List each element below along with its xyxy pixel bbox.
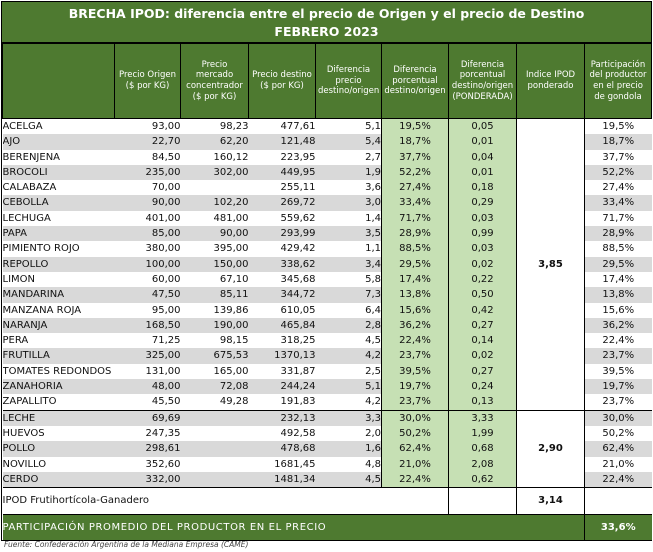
cell-precio-destino: 465,84	[249, 318, 316, 333]
cell-precio-mercado: 675,53	[181, 348, 249, 363]
cell-dif-precio: 3,3	[316, 410, 382, 426]
table-frame	[1, 1, 652, 541]
cell-dif-precio: 4,2	[316, 348, 382, 363]
cell-dif-precio: 5,1	[316, 119, 382, 135]
cell-producto: FRUTILLA	[3, 348, 115, 363]
column-header-2: Precio mercado concentrador ($ por KG)	[181, 44, 249, 119]
cell-dif-porcentual: 29,5%	[382, 257, 449, 272]
cell-precio-mercado	[181, 426, 249, 441]
cell-producto: NOVILLO	[3, 457, 115, 472]
cell-participacion: 17,4%	[585, 272, 652, 287]
cell-participacion: 27,4%	[585, 180, 652, 195]
table-subtitle: FEBRERO 2023	[274, 24, 379, 39]
cell-indice-ipod-merged: 2,90	[517, 410, 585, 487]
cell-dif-porcentual: 71,7%	[382, 211, 449, 226]
cell-precio-origen: 235,00	[115, 165, 181, 180]
cell-participacion: 39,5%	[585, 364, 652, 379]
cell-producto: CALABAZA	[3, 180, 115, 195]
cell-producto: REPOLLO	[3, 257, 115, 272]
cell-precio-destino: 477,61	[249, 119, 316, 135]
cell-participacion: 62,4%	[585, 441, 652, 456]
cell-precio-mercado: 165,00	[181, 364, 249, 379]
cell-participacion: 52,2%	[585, 165, 652, 180]
cell-precio-mercado: 302,00	[181, 165, 249, 180]
table-row	[3, 410, 652, 426]
cell-producto: CERDO	[3, 472, 115, 488]
cell-precio-destino: 1370,13	[249, 348, 316, 363]
cell-precio-mercado: 150,00	[181, 257, 249, 272]
cell-producto: ZAPALLITO	[3, 394, 115, 410]
cell-dif-precio: 2,5	[316, 364, 382, 379]
cell-precio-destino: 331,87	[249, 364, 316, 379]
cell-dif-precio: 3,0	[316, 195, 382, 210]
cell-participacion: 19,5%	[585, 119, 652, 135]
cell-dif-precio: 3,4	[316, 257, 382, 272]
cell-dif-porcentual: 18,7%	[382, 134, 449, 149]
cell-precio-mercado: 102,20	[181, 195, 249, 210]
column-header-8: Participación del productor en el precio de gondola	[585, 44, 652, 119]
cell-dif-ponderada: 0,02	[449, 348, 517, 363]
summary-indice-ipod: 3,14	[517, 488, 585, 515]
cell-precio-destino: 121,48	[249, 134, 316, 149]
cell-dif-precio: 1,4	[316, 211, 382, 226]
cell-participacion: 23,7%	[585, 348, 652, 363]
cell-precio-destino: 429,42	[249, 241, 316, 256]
cell-dif-porcentual: 62,4%	[382, 441, 449, 456]
cell-dif-precio: 5,8	[316, 272, 382, 287]
cell-precio-origen: 71,25	[115, 333, 181, 348]
cell-dif-ponderada: 0,50	[449, 287, 517, 302]
ipod-table	[2, 43, 652, 540]
cell-producto: CEBOLLA	[3, 195, 115, 210]
cell-precio-destino: 244,24	[249, 379, 316, 394]
cell-participacion: 23,7%	[585, 394, 652, 410]
cell-precio-origen: 131,00	[115, 364, 181, 379]
cell-producto: BROCOLI	[3, 165, 115, 180]
cell-participacion: 18,7%	[585, 134, 652, 149]
cell-precio-destino: 1681,45	[249, 457, 316, 472]
cell-dif-precio: 4,2	[316, 394, 382, 410]
cell-producto: LECHE	[3, 410, 115, 426]
cell-precio-mercado: 49,28	[181, 394, 249, 410]
cell-precio-origen: 168,50	[115, 318, 181, 333]
cell-dif-ponderada: 0,22	[449, 272, 517, 287]
cell-producto: LIMON	[3, 272, 115, 287]
footer-row	[3, 515, 652, 541]
cell-precio-mercado: 160,12	[181, 150, 249, 165]
cell-dif-ponderada: 0,01	[449, 134, 517, 149]
cell-precio-origen: 325,00	[115, 348, 181, 363]
cell-participacion: 28,9%	[585, 226, 652, 241]
cell-precio-destino: 1481,34	[249, 472, 316, 488]
cell-producto: NARANJA	[3, 318, 115, 333]
cell-dif-precio: 3,5	[316, 226, 382, 241]
cell-dif-ponderada: 0,68	[449, 441, 517, 456]
cell-dif-precio: 1,6	[316, 441, 382, 456]
cell-dif-ponderada: 0,42	[449, 303, 517, 318]
cell-dif-ponderada: 0,18	[449, 180, 517, 195]
cell-participacion: 37,7%	[585, 150, 652, 165]
cell-participacion: 50,2%	[585, 426, 652, 441]
cell-precio-mercado: 85,11	[181, 287, 249, 302]
cell-dif-porcentual: 28,9%	[382, 226, 449, 241]
cell-dif-ponderada: 0,24	[449, 379, 517, 394]
cell-dif-precio: 7,3	[316, 287, 382, 302]
column-header-4: Diferencia precio destino/origen	[316, 44, 382, 119]
cell-dif-ponderada: 0,05	[449, 119, 517, 135]
cell-dif-porcentual: 36,2%	[382, 318, 449, 333]
cell-precio-mercado	[181, 410, 249, 426]
cell-precio-origen: 22,70	[115, 134, 181, 149]
cell-dif-precio: 2,8	[316, 318, 382, 333]
cell-participacion: 22,4%	[585, 333, 652, 348]
cell-dif-ponderada: 0,03	[449, 241, 517, 256]
cell-producto: MANDARINA	[3, 287, 115, 302]
cell-producto: AJO	[3, 134, 115, 149]
cell-participacion: 30,0%	[585, 410, 652, 426]
cell-dif-precio: 1,1	[316, 241, 382, 256]
cell-producto: HUEVOS	[3, 426, 115, 441]
cell-precio-mercado: 395,00	[181, 241, 249, 256]
cell-dif-precio: 5,4	[316, 134, 382, 149]
cell-dif-porcentual: 17,4%	[382, 272, 449, 287]
cell-dif-porcentual: 19,5%	[382, 119, 449, 135]
cell-dif-ponderada: 0,27	[449, 364, 517, 379]
cell-precio-destino: 293,99	[249, 226, 316, 241]
cell-dif-porcentual: 30,0%	[382, 410, 449, 426]
column-header-0	[3, 44, 115, 119]
cell-dif-porcentual: 15,6%	[382, 303, 449, 318]
cell-dif-ponderada: 0,62	[449, 472, 517, 488]
cell-producto: POLLO	[3, 441, 115, 456]
cell-dif-porcentual: 22,4%	[382, 472, 449, 488]
cell-precio-origen: 47,50	[115, 287, 181, 302]
summary-label: IPOD Frutihortícola-Ganadero	[3, 488, 449, 515]
cell-dif-porcentual: 37,7%	[382, 150, 449, 165]
cell-participacion: 19,7%	[585, 379, 652, 394]
cell-dif-ponderada: 0,29	[449, 195, 517, 210]
cell-dif-porcentual: 19,7%	[382, 379, 449, 394]
cell-participacion: 29,5%	[585, 257, 652, 272]
cell-precio-destino: 478,68	[249, 441, 316, 456]
title-band	[2, 2, 651, 43]
cell-dif-precio: 5,1	[316, 379, 382, 394]
cell-precio-origen: 45,50	[115, 394, 181, 410]
cell-precio-mercado	[181, 441, 249, 456]
cell-precio-mercado: 139,86	[181, 303, 249, 318]
cell-producto: LECHUGA	[3, 211, 115, 226]
cell-precio-mercado: 90,00	[181, 226, 249, 241]
cell-participacion: 15,6%	[585, 303, 652, 318]
column-header-7: Indice IPOD ponderado	[517, 44, 585, 119]
cell-producto: PERA	[3, 333, 115, 348]
cell-dif-porcentual: 13,8%	[382, 287, 449, 302]
column-header-1: Precio Origen ($ por KG)	[115, 44, 181, 119]
cell-precio-destino: 492,58	[249, 426, 316, 441]
cell-dif-porcentual: 88,5%	[382, 241, 449, 256]
cell-precio-origen: 298,61	[115, 441, 181, 456]
cell-precio-mercado: 72,08	[181, 379, 249, 394]
cell-precio-mercado: 481,00	[181, 211, 249, 226]
cell-dif-ponderada: 3,33	[449, 410, 517, 426]
cell-producto: PIMIENTO ROJO	[3, 241, 115, 256]
column-header-3: Precio destino ($ por KG)	[249, 44, 316, 119]
cell-producto: BERENJENA	[3, 150, 115, 165]
cell-precio-destino: 449,95	[249, 165, 316, 180]
cell-dif-porcentual: 21,0%	[382, 457, 449, 472]
cell-precio-mercado: 67,10	[181, 272, 249, 287]
cell-dif-ponderada: 0,03	[449, 211, 517, 226]
cell-dif-ponderada: 2,08	[449, 457, 517, 472]
cell-producto: ZANAHORIA	[3, 379, 115, 394]
cell-precio-destino: 255,11	[249, 180, 316, 195]
cell-dif-ponderada: 0,27	[449, 318, 517, 333]
footer-value: 33,6%	[585, 515, 652, 541]
cell-dif-ponderada: 0,02	[449, 257, 517, 272]
cell-precio-origen: 85,00	[115, 226, 181, 241]
cell-precio-mercado	[181, 457, 249, 472]
cell-participacion: 21,0%	[585, 457, 652, 472]
cell-precio-mercado: 190,00	[181, 318, 249, 333]
cell-participacion: 71,7%	[585, 211, 652, 226]
table-body	[3, 119, 652, 541]
cell-precio-mercado: 62,20	[181, 134, 249, 149]
cell-participacion: 88,5%	[585, 241, 652, 256]
cell-participacion: 33,4%	[585, 195, 652, 210]
cell-precio-destino: 191,83	[249, 394, 316, 410]
cell-dif-precio: 4,8	[316, 457, 382, 472]
cell-dif-precio: 2,7	[316, 150, 382, 165]
cell-dif-porcentual: 27,4%	[382, 180, 449, 195]
cell-precio-origen: 332,00	[115, 472, 181, 488]
cell-precio-origen: 95,00	[115, 303, 181, 318]
cell-participacion: 13,8%	[585, 287, 652, 302]
cell-precio-origen: 93,00	[115, 119, 181, 135]
cell-participacion: 22,4%	[585, 472, 652, 488]
table-row	[3, 119, 652, 135]
cell-dif-ponderada: 1,99	[449, 426, 517, 441]
cell-precio-destino: 344,72	[249, 287, 316, 302]
column-header-5: Diferencia porcentual destino/origen	[382, 44, 449, 119]
cell-precio-mercado	[181, 180, 249, 195]
cell-precio-destino: 559,62	[249, 211, 316, 226]
cell-precio-destino: 318,25	[249, 333, 316, 348]
column-header-row	[3, 44, 652, 119]
cell-precio-origen: 84,50	[115, 150, 181, 165]
cell-precio-origen: 380,00	[115, 241, 181, 256]
cell-producto: PAPA	[3, 226, 115, 241]
summary-empty-ponderada	[449, 488, 517, 515]
cell-dif-precio: 1,9	[316, 165, 382, 180]
cell-dif-porcentual: 23,7%	[382, 394, 449, 410]
cell-participacion: 36,2%	[585, 318, 652, 333]
cell-dif-porcentual: 39,5%	[382, 364, 449, 379]
cell-producto: MANZANA ROJA	[3, 303, 115, 318]
cell-precio-origen: 60,00	[115, 272, 181, 287]
cell-dif-porcentual: 50,2%	[382, 426, 449, 441]
cell-dif-precio: 3,6	[316, 180, 382, 195]
summary-empty-participacion	[585, 488, 652, 515]
cell-dif-ponderada: 0,13	[449, 394, 517, 410]
cell-dif-porcentual: 33,4%	[382, 195, 449, 210]
cell-precio-destino: 223,95	[249, 150, 316, 165]
cell-precio-destino: 232,13	[249, 410, 316, 426]
cell-dif-precio: 4,5	[316, 472, 382, 488]
source-note: Fuente: Confederación Argentina de la Mediana Empresa (CAME)	[4, 540, 249, 549]
summary-row	[3, 488, 652, 515]
cell-dif-precio: 4,5	[316, 333, 382, 348]
cell-precio-origen: 90,00	[115, 195, 181, 210]
cell-producto: ACELGA	[3, 119, 115, 135]
cell-dif-porcentual: 23,7%	[382, 348, 449, 363]
cell-precio-mercado: 98,15	[181, 333, 249, 348]
cell-precio-destino: 338,62	[249, 257, 316, 272]
cell-dif-ponderada: 0,14	[449, 333, 517, 348]
footer-label: PARTICIPACIÓN PROMEDIO DEL PRODUCTOR EN EL PRECIO	[3, 515, 585, 541]
cell-precio-destino: 610,05	[249, 303, 316, 318]
cell-dif-porcentual: 52,2%	[382, 165, 449, 180]
cell-dif-precio: 6,4	[316, 303, 382, 318]
cell-dif-ponderada: 0,04	[449, 150, 517, 165]
cell-precio-origen: 247,35	[115, 426, 181, 441]
cell-precio-origen: 69,69	[115, 410, 181, 426]
column-header-6: Diferencia porcentual destino/origen (PONDERADA)	[449, 44, 517, 119]
cell-dif-precio: 2,0	[316, 426, 382, 441]
cell-producto: TOMATES REDONDOS	[3, 364, 115, 379]
table-title: BRECHA IPOD: diferencia entre el precio de Origen y el precio de Destino	[68, 6, 585, 21]
cell-dif-ponderada: 0,99	[449, 226, 517, 241]
cell-precio-mercado	[181, 472, 249, 488]
cell-dif-porcentual: 22,4%	[382, 333, 449, 348]
cell-precio-origen: 352,60	[115, 457, 181, 472]
cell-precio-destino: 345,68	[249, 272, 316, 287]
cell-precio-origen: 100,00	[115, 257, 181, 272]
cell-dif-ponderada: 0,01	[449, 165, 517, 180]
cell-precio-origen: 401,00	[115, 211, 181, 226]
cell-precio-origen: 70,00	[115, 180, 181, 195]
cell-precio-mercado: 98,23	[181, 119, 249, 135]
cell-precio-destino: 269,72	[249, 195, 316, 210]
cell-indice-ipod-merged: 3,85	[517, 119, 585, 411]
cell-precio-origen: 48,00	[115, 379, 181, 394]
